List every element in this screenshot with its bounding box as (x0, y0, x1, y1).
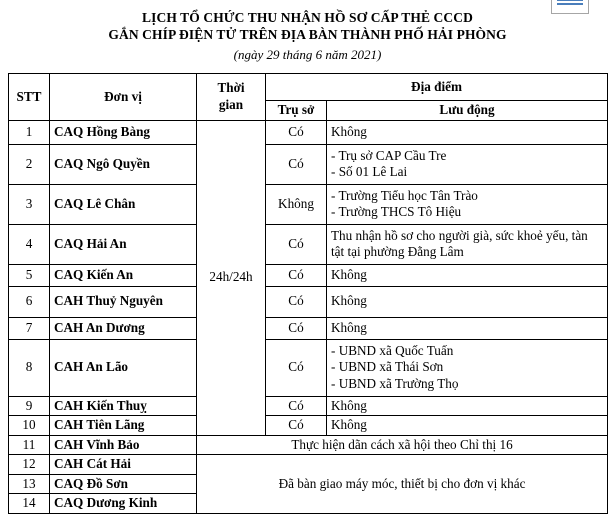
cell-mobile (327, 286, 608, 317)
document-title-line-2: GẮN CHÍP ĐIỆN TỬ TRÊN ĐỊA BÀN THÀNH PHỐ HẢI PHÒNG (108, 27, 507, 42)
cell-mobile (327, 416, 608, 436)
mobile-line: Không (331, 397, 367, 413)
mobile-line: Không (331, 417, 367, 432)
table-row (9, 339, 608, 396)
cell-stt: 8 (9, 339, 50, 396)
cell-stt: 1 (9, 120, 50, 144)
cell-headquarters: Có (266, 264, 327, 286)
cell-note-merged-bottom: Đã bàn giao máy móc, thiết bị cho đơn vị khác (197, 455, 608, 514)
mobile-line: - UBND xã Trường Thọ (331, 375, 459, 391)
cell-mobile (327, 317, 608, 339)
cell-unit: CAQ Lê Chân (50, 184, 197, 224)
cell-mobile (327, 339, 608, 396)
cell-headquarters: Có (266, 396, 327, 416)
table-row (9, 144, 608, 184)
top-toolbar-strip (0, 0, 615, 16)
cell-unit: CAQ Hồng Bàng (50, 120, 197, 144)
mobile-line: Không (331, 293, 367, 309)
table-row (9, 416, 608, 436)
table-row (9, 286, 608, 317)
cell-mobile: Thu nhận hồ sơ cho người già, sức khoẻ yếu, tàn tật tại phường Đằng Lâm (327, 224, 608, 264)
cell-stt: 14 (9, 494, 50, 514)
cell-stt: 3 (9, 184, 50, 224)
cell-unit: CAQ Hải An (50, 224, 197, 264)
mobile-line: - Số 01 Lê Lai (331, 164, 408, 179)
table-row (9, 264, 608, 286)
cell-headquarters: Có (266, 144, 327, 184)
cell-unit: CAH Kiến Thuỵ (50, 396, 197, 416)
table-row (9, 224, 608, 264)
cell-headquarters: Có (266, 317, 327, 339)
column-header-time-line-2: gian (218, 96, 244, 112)
mobile-line: - Trường THCS Tô Hiệu (331, 204, 462, 219)
mobile-line: Không (331, 319, 367, 335)
mobile-line: - Trụ sở CAP Cầu Tre (331, 147, 447, 163)
cell-mobile (327, 264, 608, 286)
column-header-stt: STT (9, 74, 50, 121)
cell-stt: 2 (9, 144, 50, 184)
cell-unit: CAQ Dương Kinh (50, 494, 197, 514)
cell-headquarters: Có (266, 416, 327, 436)
mobile-line: - Trường Tiểu học Tân Trào (331, 187, 478, 203)
document-title-line-1: LỊCH TỔ CHỨC THU NHẬN HỒ SƠ CẤP THẺ CCCD (142, 10, 473, 25)
table-body (9, 120, 608, 513)
cell-stt: 5 (9, 264, 50, 286)
widget-bar-1 (557, 0, 583, 1)
table-row (9, 396, 608, 416)
column-header-location: Địa điểm (266, 74, 608, 101)
cell-headquarters: Có (266, 286, 327, 317)
cell-headquarters: Có (266, 339, 327, 396)
mobile-line: Không (331, 266, 367, 282)
cell-time-merged: 24h/24h (197, 120, 266, 435)
table-row (9, 317, 608, 339)
cell-mobile (327, 144, 608, 184)
table-header-row-1 (9, 74, 608, 101)
cell-mobile (327, 120, 608, 144)
cell-unit: CAH An Dương (50, 317, 197, 339)
cell-stt: 10 (9, 416, 50, 436)
clipped-toolbar-widget-icon[interactable] (551, 0, 589, 14)
mobile-line: - UBND xã Quốc Tuấn (331, 342, 454, 358)
cell-stt: 7 (9, 317, 50, 339)
schedule-table-container (8, 73, 607, 514)
column-header-headquarters: Trụ sở (266, 101, 327, 121)
table-header (9, 74, 608, 121)
cell-unit: CAH Thuỷ Nguyên (50, 286, 197, 317)
cell-stt: 11 (9, 435, 50, 455)
cell-stt: 9 (9, 396, 50, 416)
table-row (9, 435, 608, 455)
document-subtitle-date: (ngày 29 tháng 6 năm 2021) (233, 47, 382, 62)
cell-stt: 6 (9, 286, 50, 317)
table-row (9, 120, 608, 144)
cell-headquarters: Không (266, 184, 327, 224)
cell-note-row-11: Thực hiện dãn cách xã hội theo Chỉ thị 16 (197, 435, 608, 455)
schedule-table (8, 73, 608, 514)
cell-stt: 13 (9, 474, 50, 494)
cell-unit: CAH Cát Hải (50, 455, 197, 475)
cell-headquarters: Có (266, 120, 327, 144)
column-header-unit: Đơn vị (50, 74, 197, 121)
cell-stt: 4 (9, 224, 50, 264)
table-row (9, 455, 608, 475)
cell-unit: CAH An Lão (50, 339, 197, 396)
mobile-line: - UBND xã Thái Sơn (331, 359, 444, 375)
cell-mobile (327, 396, 608, 416)
cell-unit: CAQ Kiến An (50, 264, 197, 286)
column-header-mobile: Lưu động (327, 101, 608, 121)
cell-headquarters: Có (266, 224, 327, 264)
cell-unit: CAH Tiên Lãng (50, 416, 197, 436)
cell-unit: CAH Vĩnh Bảo (50, 435, 197, 455)
mobile-line: Không (331, 123, 367, 139)
cell-stt: 12 (9, 455, 50, 475)
table-row (9, 184, 608, 224)
cell-unit: CAQ Ngô Quyền (50, 144, 197, 184)
widget-bar-2 (557, 3, 583, 5)
column-header-time-line-1: Thời (217, 80, 245, 96)
column-header-time (197, 74, 266, 121)
cell-unit: CAQ Đồ Sơn (50, 474, 197, 494)
cell-mobile (327, 184, 608, 224)
